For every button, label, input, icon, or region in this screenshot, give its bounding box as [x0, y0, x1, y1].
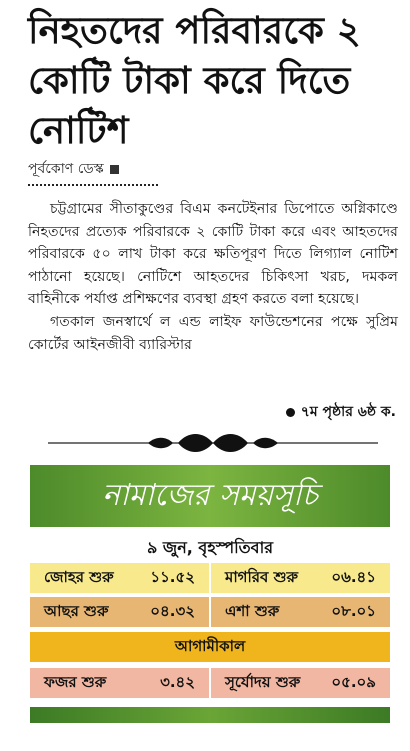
continued-note: [286, 400, 396, 424]
continued-text: ৭ম পৃষ্ঠার ৬ষ্ঠ ক.: [300, 404, 396, 420]
bottom-bar: [30, 707, 390, 723]
prayer-cell: [209, 668, 390, 698]
prayer-time: ১১.৫২: [150, 567, 195, 586]
prayer-time: ০৫.০৯: [331, 672, 376, 691]
byline-text: পূর্বকোণ ডেস্ক: [28, 161, 104, 177]
floral-ornament-icon: [28, 428, 398, 458]
prayer-cell: [30, 597, 209, 627]
prayer-row: [30, 668, 390, 698]
prayer-label: সূর্যোদয় শুরু: [225, 672, 301, 691]
paragraph: গতকাল জনস্বার্থে ল এন্ড লাইফ ফাউন্ডেশনের পক্ষে সুপ্রিম কোর্টের আইনজীবী ব্যারিস্টার: [28, 313, 398, 353]
tomorrow-label-cell: [30, 632, 390, 662]
prayer-date: ৯ জুন, বৃহস্পতিবার: [146, 538, 274, 557]
tomorrow-row: [30, 632, 390, 662]
bullet-icon: [286, 408, 295, 417]
prayer-row: [30, 597, 390, 627]
byline: [28, 157, 119, 181]
prayer-label: মাগরিব শুরু: [225, 567, 299, 586]
prayer-label: আছর শুরু: [44, 601, 109, 620]
tomorrow-label: আগামীকাল: [174, 636, 246, 655]
paragraph: চট্টগ্রামের সীতাকুণ্ডের বিএম কনটেইনার ডিপোতে অগ্নিকাণ্ডে নিহতদের প্রত্যেক পরিবারকে ২ কোটি টাকা করে এবং আহতদের পরিবারকে ৫০ লাখ টাকা করে ক্ষতিপূরণ দিতে লিগ্যাল নোটিশ পাঠানো হয়েছে। নোটিশে আহতদের চিকিৎসা খরচ, দমকল বাহিনীকে পর্যাপ্ত প্রশিক্ষণের ব্যবস্থা গ্রহণ করতে বলা হয়েছে।: [28, 201, 398, 308]
prayer-cell: [209, 563, 390, 593]
square-bullet-icon: [110, 165, 119, 174]
prayer-time: ০৮.০১: [331, 601, 376, 620]
prayer-banner: [30, 465, 390, 527]
prayer-time: ০৪.৩২: [150, 601, 195, 620]
prayer-time: ৩.৪২: [160, 672, 195, 691]
article-body: [28, 198, 398, 356]
prayer-cell: [30, 668, 209, 698]
prayer-row: [30, 563, 390, 593]
prayer-label: জোহর শুরু: [44, 567, 114, 586]
prayer-cell: [209, 597, 390, 627]
prayer-label: এশা শুরু: [225, 601, 280, 620]
headline: নিহতদের পরিবারকে ২ কোটি টাকা করে দিতে নোটিশ: [28, 9, 361, 152]
prayer-cell: [30, 563, 209, 593]
dotted-divider: [28, 184, 158, 186]
banner-title: নামাজের সময়সূচি: [102, 477, 318, 513]
prayer-label: ফজর শুরু: [44, 672, 107, 691]
prayer-time: ০৬.৪১: [331, 567, 376, 586]
